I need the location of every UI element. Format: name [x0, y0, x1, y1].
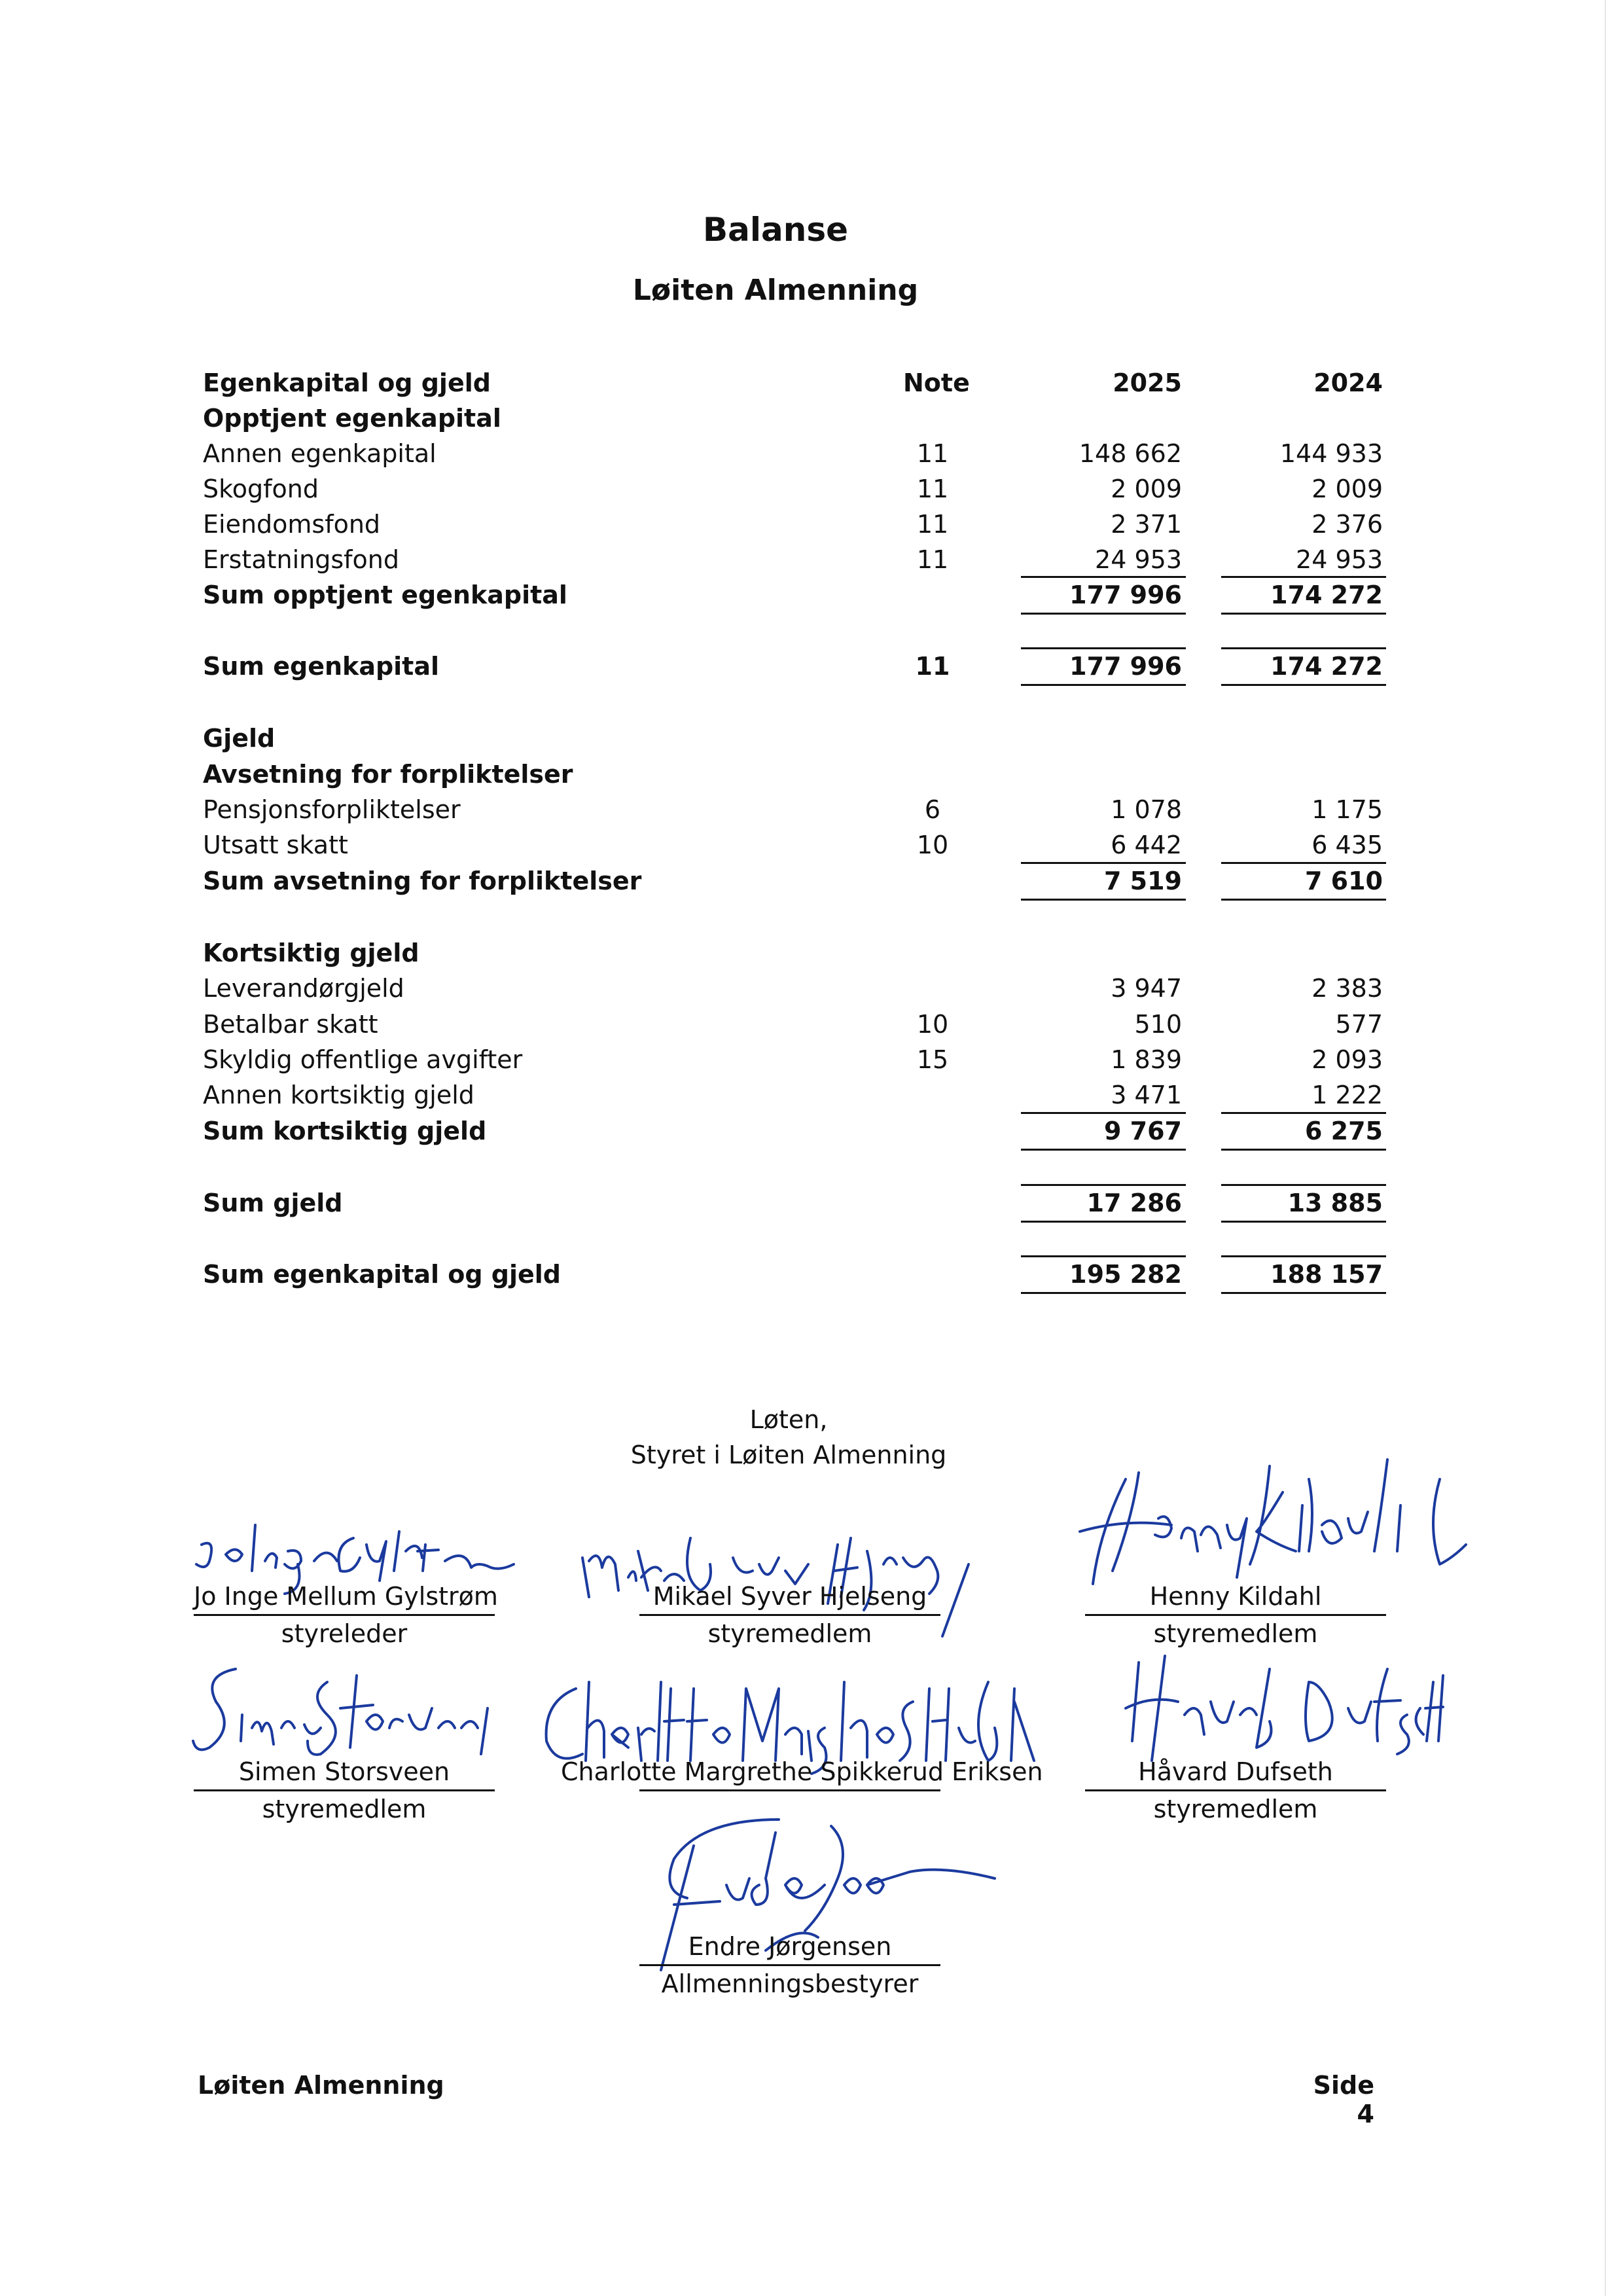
row-note: 15 — [916, 1045, 949, 1074]
row-label: Utsatt skatt — [203, 831, 348, 859]
row-value-2024: 2 093 — [1311, 1045, 1383, 1074]
column-header-2025: 2025 — [1113, 368, 1182, 397]
table-row — [0, 400, 1623, 437]
row-value-2024: 2 383 — [1311, 974, 1383, 1003]
total-row — [0, 1185, 1623, 1221]
row-note: 10 — [916, 831, 949, 859]
signatory-name: Endre Jørgensen — [639, 1929, 940, 1966]
row-value-2024: 1 175 — [1311, 795, 1383, 824]
row-value-2025: 1 078 — [1111, 795, 1182, 824]
signatory-role: styremedlem — [262, 1795, 427, 1823]
row-label: Betalbar skatt — [203, 1010, 378, 1039]
signoff-place: Løten, — [749, 1405, 828, 1434]
row-value-2025: 177 996 — [1069, 581, 1182, 609]
row-label: Sum gjeld — [203, 1189, 343, 1217]
row-value-2024: 7 610 — [1305, 867, 1383, 895]
signatory-name: Simen Storsveen — [194, 1754, 495, 1791]
signatory-1 — [194, 1579, 498, 1651]
row-label: Skyldig offentlige avgifter — [203, 1045, 523, 1074]
sum-rule-bottom — [1021, 684, 1186, 686]
row-note: 11 — [916, 545, 949, 574]
row-value-2025: 17 286 — [1086, 1189, 1182, 1217]
signatory-role: Allmenningsbestyrer — [661, 1969, 919, 1998]
row-label: Eiendomsfond — [203, 510, 381, 539]
sum-rule-bottom — [1021, 613, 1186, 615]
signatory-name: Henny Kildahl — [1085, 1579, 1386, 1616]
signatory-role: styremedlem — [1153, 1619, 1318, 1648]
footer-page-number: Side 4 — [1313, 2071, 1374, 2128]
signatory-7 — [639, 1929, 940, 2001]
row-value-2025: 3 947 — [1111, 974, 1182, 1003]
section-heading — [0, 935, 1623, 971]
table-row — [0, 827, 1623, 863]
sum-rule-bottom — [1221, 899, 1386, 901]
column-header-note: Note — [903, 368, 970, 397]
row-value-2025: 195 282 — [1069, 1260, 1182, 1289]
row-value-2024: 6 275 — [1305, 1117, 1383, 1145]
signature-line — [639, 1789, 940, 1791]
row-label: Leverandørgjeld — [203, 974, 404, 1003]
column-header-label: Egenkapital og gjeld — [203, 368, 491, 397]
table-row — [0, 1077, 1623, 1113]
sum-rule-top — [1021, 1184, 1186, 1186]
page-subtitle: Løiten Almenning — [632, 274, 919, 307]
signatory-2 — [639, 1579, 940, 1651]
row-value-2024: 6 435 — [1311, 831, 1383, 859]
table-header — [0, 365, 1623, 401]
subtotal-row — [0, 863, 1623, 899]
signatory-5 — [561, 1754, 1043, 1789]
row-value-2025: 6 442 — [1111, 831, 1182, 859]
signatory-role: styreleder — [281, 1619, 408, 1648]
row-label: Pensjonsforpliktelser — [203, 795, 461, 824]
row-value-2025: 2 009 — [1111, 475, 1182, 503]
row-label: Gjeld — [203, 724, 276, 753]
row-value-2024: 188 157 — [1270, 1260, 1383, 1289]
sum-rule-top — [1221, 862, 1386, 864]
row-value-2024: 174 272 — [1270, 581, 1383, 609]
table-row — [0, 471, 1623, 507]
row-value-2024: 2 376 — [1311, 510, 1383, 539]
sum-rule-top — [1221, 647, 1386, 649]
sum-rule-top — [1021, 1255, 1186, 1257]
row-label: Sum kortsiktig gjeld — [203, 1117, 487, 1145]
sum-rule-top — [1021, 576, 1186, 578]
signatory-3 — [1085, 1579, 1386, 1651]
signatory-4 — [194, 1754, 495, 1827]
signatory-name: Mikael Syver Hjelseng — [639, 1579, 940, 1616]
row-value-2024: 24 953 — [1296, 545, 1383, 574]
signatory-name: Håvard Dufseth — [1085, 1754, 1386, 1791]
row-note: 11 — [916, 475, 949, 503]
signatory-6 — [1085, 1754, 1386, 1827]
sum-rule-bottom — [1021, 1221, 1186, 1223]
row-label: Sum egenkapital — [203, 652, 440, 681]
page-title: Balanse — [703, 211, 848, 249]
row-label: Skogfond — [203, 475, 319, 503]
sum-rule-top — [1221, 1184, 1386, 1186]
row-label: Sum opptjent egenkapital — [203, 581, 567, 609]
row-value-2025: 2 371 — [1111, 510, 1182, 539]
sum-rule-top — [1221, 576, 1386, 578]
row-value-2024: 2 009 — [1311, 475, 1383, 503]
sum-rule-top — [1021, 1112, 1186, 1114]
table-row — [0, 435, 1623, 472]
sum-rule-bottom — [1021, 1149, 1186, 1151]
total-row — [0, 648, 1623, 685]
sum-rule-bottom — [1021, 899, 1186, 901]
row-value-2024: 13 885 — [1287, 1189, 1383, 1217]
row-value-2024: 174 272 — [1270, 652, 1383, 681]
row-value-2025: 7 519 — [1104, 867, 1182, 895]
sum-rule-top — [1021, 862, 1186, 864]
sum-rule-bottom — [1221, 1149, 1386, 1151]
table-row — [0, 791, 1623, 828]
row-note: 6 — [924, 795, 941, 824]
signatory-name: Charlotte Margrethe Spikkerud Eriksen — [561, 1757, 1043, 1786]
row-note: 10 — [916, 1010, 949, 1039]
signatory-role: styremedlem — [707, 1619, 872, 1648]
row-label: Annen egenkapital — [203, 439, 437, 468]
row-value-2025: 148 662 — [1079, 439, 1182, 468]
row-note: 11 — [916, 439, 949, 468]
row-label: Kortsiktig gjeld — [203, 939, 419, 967]
sum-rule-bottom — [1221, 1292, 1386, 1294]
row-value-2024: 144 933 — [1279, 439, 1383, 468]
row-value-2025: 1 839 — [1111, 1045, 1182, 1074]
footer-company: Løiten Almenning — [198, 2071, 444, 2100]
table-row — [0, 506, 1623, 543]
sum-rule-bottom — [1221, 613, 1386, 615]
section-heading — [0, 720, 1623, 757]
row-label: Sum egenkapital og gjeld — [203, 1260, 562, 1289]
signatory-name: Jo Inge Mellum Gylstrøm — [194, 1579, 495, 1616]
row-label: Sum avsetning for forpliktelser — [203, 867, 642, 895]
row-value-2025: 510 — [1134, 1010, 1182, 1039]
table-row — [0, 970, 1623, 1007]
sum-rule-bottom — [1021, 1292, 1186, 1294]
sum-rule-bottom — [1221, 684, 1386, 686]
sum-rule-top — [1021, 647, 1186, 649]
table-row — [0, 541, 1623, 578]
section-heading — [0, 756, 1623, 793]
signoff-board: Styret i Løiten Almenning — [630, 1441, 947, 1469]
sum-rule-top — [1221, 1255, 1386, 1257]
row-value-2024: 1 222 — [1311, 1081, 1383, 1109]
table-row — [0, 1041, 1623, 1078]
row-label: Erstatningsfond — [203, 545, 399, 574]
subtotal-row — [0, 577, 1623, 613]
row-value-2025: 9 767 — [1104, 1117, 1182, 1145]
sum-rule-bottom — [1221, 1221, 1386, 1223]
sum-rule-top — [1221, 1112, 1386, 1114]
table-row — [0, 1006, 1623, 1043]
row-value-2025: 3 471 — [1111, 1081, 1182, 1109]
grand-total-row — [0, 1256, 1623, 1293]
signatory-role: styremedlem — [1153, 1795, 1318, 1823]
subtotal-row — [0, 1113, 1623, 1149]
row-label: Opptjent egenkapital — [203, 404, 501, 433]
column-header-2024: 2024 — [1313, 368, 1383, 397]
row-value-2025: 177 996 — [1069, 652, 1182, 681]
row-label: Avsetning for forpliktelser — [203, 760, 573, 789]
row-note: 11 — [916, 510, 949, 539]
row-note: 11 — [915, 652, 950, 681]
row-value-2024: 577 — [1335, 1010, 1383, 1039]
row-label: Annen kortsiktig gjeld — [203, 1081, 474, 1109]
row-value-2025: 24 953 — [1095, 545, 1182, 574]
